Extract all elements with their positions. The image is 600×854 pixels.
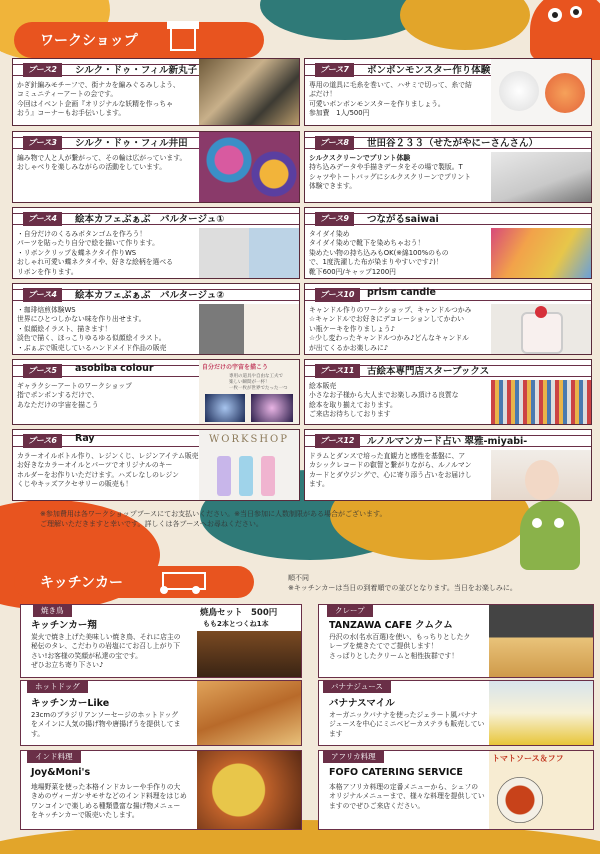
photo-indian-curry bbox=[197, 751, 301, 829]
booth-card bbox=[12, 359, 300, 425]
galaxy-sub: 楽しい瞬間が一杯！ bbox=[229, 380, 270, 385]
booth-number: ブース11 bbox=[315, 364, 360, 378]
booth-description: ・珈琲焙煎体験WS 世界にひとつしかない味を作り出せます。 ・似顔絵イラスト、描きます！ 淡色で描く、ほっこりゆるゆる似顔絵イラスト。 ・ぶぁぶで販売しているハンドメイド作品の販売 bbox=[17, 306, 167, 352]
booth-card bbox=[12, 58, 300, 126]
booth-title: 古絵本専門店スターブックス bbox=[367, 366, 490, 377]
booth-number: ブース5 bbox=[23, 364, 62, 378]
booth-number: ブース12 bbox=[315, 434, 360, 448]
kitchen-order-note: 順不同 bbox=[288, 574, 309, 582]
booth-description: 専用の道具に毛糸を巻いて、ハサミで切って、糸で結 ぶだけ！ 可愛いボンボンモンスターを作りましょう。 参加費 1人/500円 bbox=[309, 81, 472, 118]
booth-title: asobiba colour bbox=[75, 363, 154, 374]
kitchen-car-card bbox=[20, 680, 302, 746]
galaxy-sub: 一枚一枚が世界でたった一つ bbox=[229, 386, 288, 391]
booth-title: 絵本カフェぶぁぶ パルタージュ① bbox=[75, 214, 225, 225]
photo-jar-cake-candle bbox=[491, 304, 591, 354]
booth-number: ブース6 bbox=[23, 434, 62, 448]
booth-title: prism candle bbox=[367, 287, 436, 298]
booth-description: カラーオイルボトル作り、レジンくじ、レジンアイテム販売 お好きなカラーオイルとパーツでオリジナルのキー ホルダーをお作りいただけます。ハズレなしのレジン くじやキッズアクセサリーの販売も！ bbox=[17, 452, 199, 489]
food-category-tag: バナナジュース bbox=[323, 680, 391, 693]
photo-crepe bbox=[489, 605, 593, 677]
monster-eye-icon bbox=[554, 518, 564, 528]
booth-number: ブース7 bbox=[315, 63, 354, 77]
workshop-heading bbox=[14, 22, 264, 58]
booth-number: ブース9 bbox=[315, 212, 354, 226]
photo-pompom-monsters bbox=[491, 59, 591, 125]
workshop-heading-text: ワークショップ bbox=[40, 33, 138, 49]
booth-card bbox=[304, 283, 592, 355]
photo-oil-bottles bbox=[199, 430, 299, 500]
food-category-tag: ホットドッグ bbox=[27, 680, 88, 693]
booth-card bbox=[304, 207, 592, 279]
food-category-tag: インド料理 bbox=[27, 750, 81, 763]
kitchen-car-description: 地場野菜を使った本格インドカレーや手作りの大 きめのヴィーガンサモサなどのインド料理をはじめ ワンコインで楽しめる種類豊富な揚げ物メニュー をキッチンカーで販売いたします。 bbox=[31, 783, 187, 820]
kitchen-car-card bbox=[318, 680, 594, 746]
monster-eye-icon bbox=[548, 8, 562, 22]
food-category-tag: アフリカ料理 bbox=[323, 750, 384, 763]
booth-title: つながるsaiwai bbox=[367, 214, 439, 225]
booth-description: 編み物で人と人が繋がって、その輪は広がっています。 おしゃべりを楽しみながらの活動をしています。 bbox=[17, 154, 187, 172]
photo-galaxy-art bbox=[199, 360, 299, 424]
photo-silkscreen bbox=[491, 152, 591, 202]
photo-crochet-mandalas bbox=[199, 132, 299, 202]
booth-title: ボンボンモンスター作り体験 bbox=[367, 65, 491, 76]
kitchen-car-card bbox=[318, 750, 594, 830]
kitchen-car-card bbox=[20, 604, 302, 678]
food-category-tag: 焼き鳥 bbox=[33, 604, 72, 617]
galaxy-sub: 専用の道具や自由な工夫で bbox=[229, 374, 283, 379]
yakitori-sign-price: 焼鳥セット 500円 bbox=[200, 608, 278, 618]
booth-description: ギャラクシーアートのワークショップ 指でポンポンするだけで、 あなただけの宇宙を描こう bbox=[17, 382, 132, 409]
booth-number: ブース4 bbox=[23, 288, 62, 302]
booth-description: タイダイ染め タイダイ染めで靴下を染めちゃおう！ 染めたい物の持ち込みもOK(※綿100%のもの で、1度洗濯した布が染まりやすいです♪)！ 靴下600円/キャップ1200円 bbox=[309, 230, 449, 276]
booth-number: ブース10 bbox=[315, 288, 360, 302]
workshop-sign: WORKSHOP bbox=[209, 434, 289, 445]
kitchen-car-description: 23cmのブラジリアンソーセージのホットドッグ をメインに人気の揚げ物や唐揚げうを提供してま す。 bbox=[31, 711, 181, 738]
deco-monster-green bbox=[520, 500, 580, 570]
kitchen-car-title: Joy&Moni's bbox=[31, 767, 91, 778]
photo-yakitori bbox=[197, 605, 301, 677]
booth-card bbox=[12, 283, 300, 355]
booth-card bbox=[12, 131, 300, 203]
deco-blob-mustard-top bbox=[400, 0, 530, 50]
photo-button-crafts bbox=[199, 228, 299, 278]
photo-banana-juice bbox=[489, 681, 593, 745]
booth-card bbox=[12, 207, 300, 279]
kitchen-car-title: キッチンカー翔 bbox=[31, 620, 97, 631]
food-truck-icon bbox=[162, 572, 206, 590]
photo-hotdogs bbox=[197, 681, 301, 745]
kitchen-car-card bbox=[20, 750, 302, 830]
yakitori-sign-detail: もも2本とつくね1本 bbox=[203, 620, 269, 628]
booth-title: シルク・ドゥ・フィル新丸子 bbox=[75, 65, 198, 76]
booth-number: ブース2 bbox=[23, 63, 62, 77]
booth-card bbox=[304, 58, 592, 126]
kitchen-car-title: バナナスマイル bbox=[329, 698, 395, 709]
african-food-sign: トマトソース＆フフ bbox=[492, 754, 564, 763]
booth-description: シルクスクリーンでプリント体験 持ち込みデータや手描きデータをその場で製版。T シャツやトートバッグにシルクスクリーンでプリント 体験できます。 bbox=[309, 154, 471, 191]
booth-number: ブース4 bbox=[23, 212, 62, 226]
kitchen-car-description: 本格アフリカ料理の定番メニューから、シェフの オリジナルメニューまで、様々な料理を提供してい ますのでぜひご来店ください。 bbox=[329, 783, 485, 810]
photo-african-food bbox=[489, 751, 593, 829]
booth-description: かぎ針編みモチーフで、街ナカを編みぐるみしよう、 コミュニティーアートの会です。 今回はイベント企画『オリジナルな妖精を作っちゃ おう』コーナーもお手伝いします。 bbox=[17, 81, 180, 118]
booth-description: 絵本販売 小さなお子様から大人までお楽しみ頂ける良質な 絵本を取り揃えております。 ご来店お待ちしております bbox=[309, 382, 459, 419]
booth-description: ・自分だけのくるみボタンゴムを作ろう！ パーツを貼ったり自分で絵を描いて作ります。 ・リボンクリップ＆蝶ネクタイ作りWS おしゃれ可愛い蝶ネクタイや、好きな絵柄を選べる リボンを作ります。 bbox=[17, 230, 173, 276]
monster-eye-icon bbox=[532, 518, 542, 528]
booth-card bbox=[304, 131, 592, 203]
kitchen-car-title: FOFO CATERING SERVICE bbox=[329, 767, 463, 778]
deco-monster bbox=[530, 0, 600, 60]
kitchen-car-heading-text: キッチンカー bbox=[40, 575, 124, 591]
booth-card bbox=[304, 429, 592, 501]
booth-number: ブース3 bbox=[23, 136, 62, 150]
booth-card bbox=[12, 429, 300, 501]
kitchen-car-description: 炭火で焼き上げた美味しい焼き鳥、それに店主の 秘伝のタレ、こだわりの岩塩にてお召し上がり下 さい!お客様の笑顔が私達の宝です。 ぜひお立ち寄り下さい♪ bbox=[31, 633, 181, 670]
photo-bookshop bbox=[491, 380, 591, 424]
food-category-tag: クレープ bbox=[327, 604, 373, 617]
photo-knitting-group bbox=[199, 59, 299, 125]
galaxy-caption: 自分だけの宇宙を描こう bbox=[202, 364, 269, 371]
kitchen-car-card bbox=[318, 604, 594, 678]
kitchen-note: ※キッチンカーは当日の到着順での並びとなります。当日をお楽しみに。 bbox=[288, 584, 517, 592]
booth-description: キャンドル作りのワークショップ、キャンドルつかみ ☆キャンドルでお好きにデコレーションしてかわい い瓶ケーキを作りましょう♪ ☆少し変わったキャンドルつかみ♪どんなキャンドル が出てくるかお楽しみに♪ bbox=[309, 306, 472, 352]
kitchen-car-title: TANZAWA CAFE クムクム bbox=[329, 620, 453, 631]
photo-tie-dye-socks bbox=[491, 228, 591, 278]
booth-card bbox=[304, 359, 592, 425]
booth-description: ドラムとダンスで培った直観力と感性を基盤に、ア カシックレコードの叡智と繋がりながら、ルノルマン カードとダウジングで、心に寄り添う占いをお届けし ます。 bbox=[309, 452, 472, 489]
photo-coffee-portrait bbox=[199, 304, 299, 354]
booth-title: シルク・ドゥ・フィル井田 bbox=[75, 138, 188, 149]
booth-title: Ray bbox=[75, 433, 95, 444]
monster-eye-icon bbox=[570, 6, 582, 18]
kitchen-car-heading bbox=[14, 566, 254, 598]
kitchen-car-description: 丹沢の水(名水百選)を使い、もっちりとしたク レープを焼きたてでご提供します！ さっぱりとしたクリームと相性抜群です！ bbox=[329, 633, 471, 660]
kitchen-car-description: オーガニックバナナを使ったジェラート風バナナ ジュースを中心にミニベビーカステラも販売してい ます bbox=[329, 711, 485, 738]
booth-title: ルノルマンカード占い 翠雅-miyabi- bbox=[367, 436, 528, 447]
booth-title: 世田谷２３３（せたがやにーさんさん） bbox=[367, 138, 539, 149]
booth-title: 絵本カフェぶぁぶ パルタージュ② bbox=[75, 290, 225, 301]
booth-number: ブース8 bbox=[315, 136, 354, 150]
kitchen-car-title: キッチンカーLike bbox=[31, 698, 110, 709]
photo-fortune-teller bbox=[491, 450, 591, 500]
tent-icon bbox=[170, 29, 196, 51]
workshop-note: ※参加費用は各ワークショップブースにてお支払いください。※当日参加に人数制限がある場合がございます。 ご理解いただきますと幸いです。詳しくは各ブースへお尋ねください。 bbox=[40, 510, 387, 528]
